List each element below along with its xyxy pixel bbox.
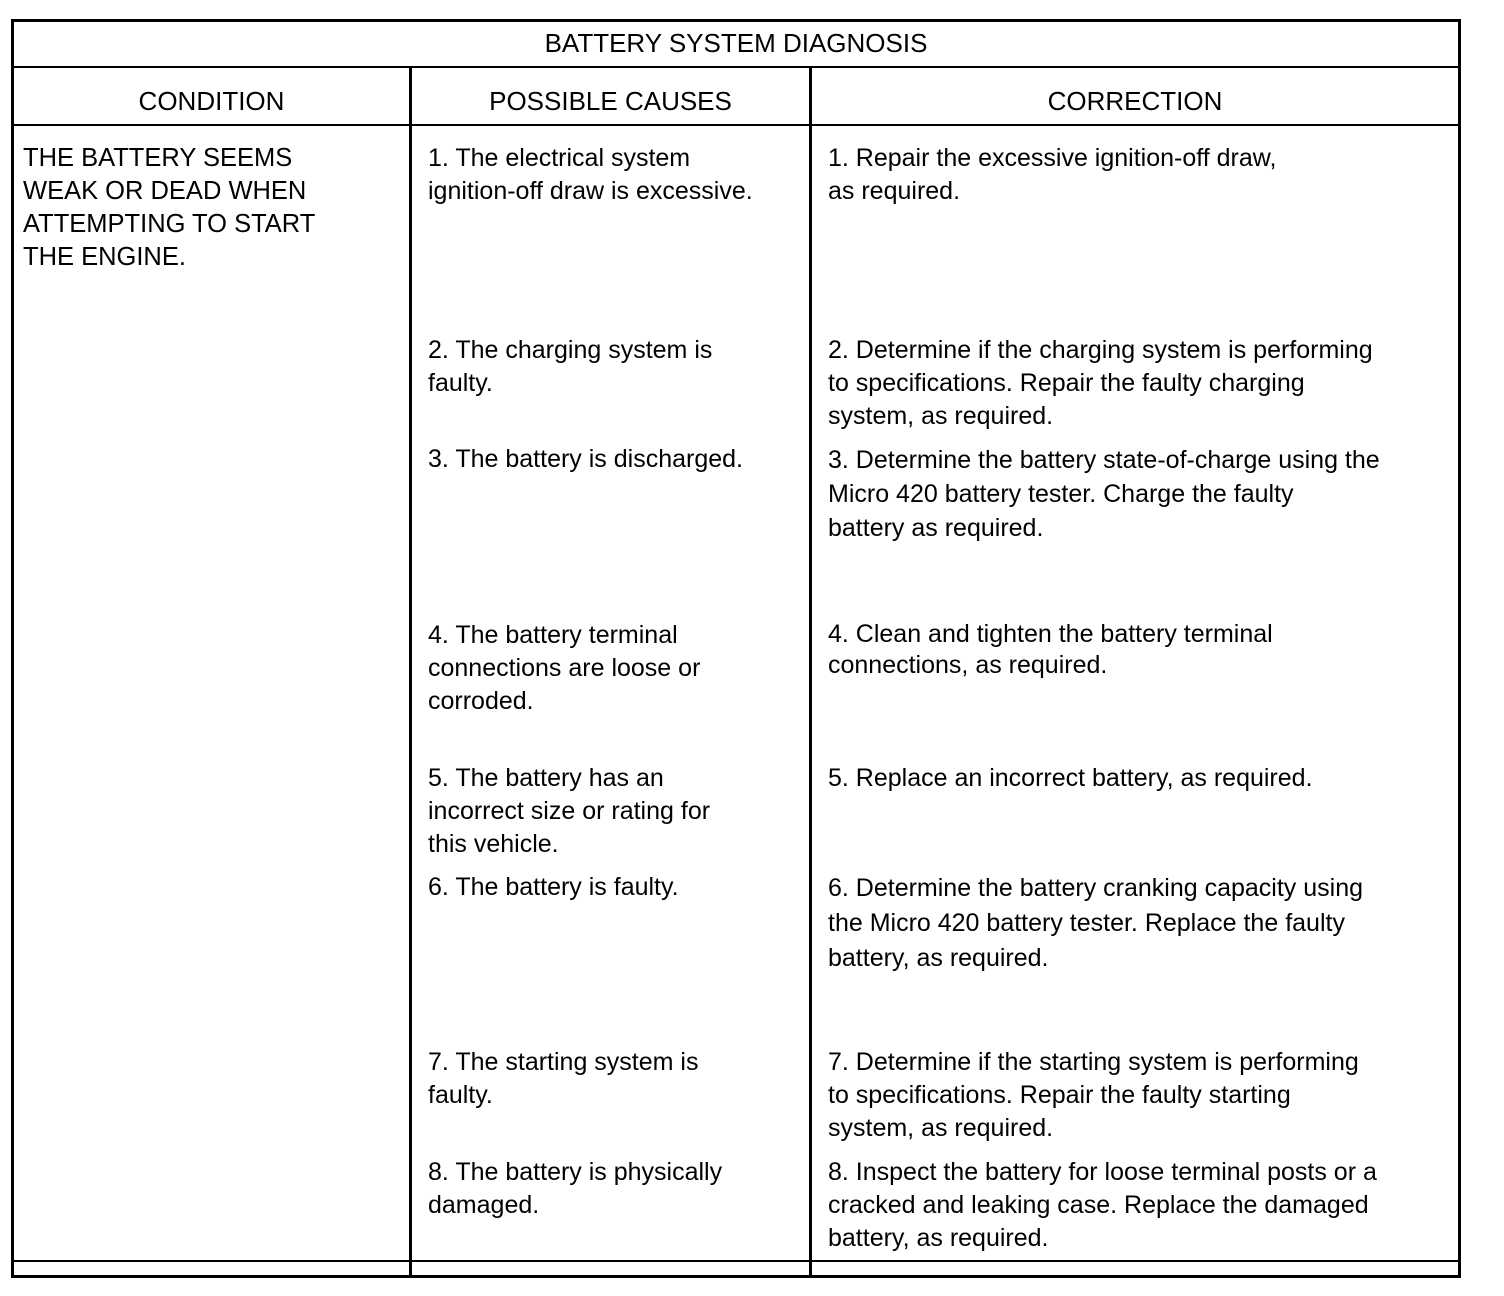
header-condition: CONDITION xyxy=(138,86,285,116)
cause-6: 6. The battery is faulty. xyxy=(428,873,679,901)
cause-4: 4. The battery terminal connections are loose or corroded. xyxy=(428,621,701,715)
header-possible-causes: POSSIBLE CAUSES xyxy=(489,86,732,116)
correction-2: 2. Determine if the charging system is performing to specifications. Repair the faulty charging system, as required. xyxy=(828,336,1373,430)
diagnosis-table xyxy=(11,19,1461,1278)
header-divider xyxy=(14,124,1458,126)
cause-2: 2. The charging system is faulty. xyxy=(428,336,713,397)
correction-1: 1. Repair the excessive ignition-off draw, as required. xyxy=(828,144,1277,205)
column-divider-1 xyxy=(409,66,412,1275)
footer-divider xyxy=(14,1260,1458,1262)
cause-8: 8. The battery is physically damaged. xyxy=(428,1158,723,1219)
table-title: BATTERY SYSTEM DIAGNOSIS xyxy=(544,28,928,58)
title-divider xyxy=(14,66,1458,68)
header-correction: CORRECTION xyxy=(1047,86,1223,116)
correction-3: 3. Determine the battery state-of-charge using the Micro 420 battery tester. Charge the faulty battery as required. xyxy=(828,446,1380,542)
cause-3: 3. The battery is discharged. xyxy=(428,445,743,473)
cause-1: 1. The electrical system ignition-off draw is excessive. xyxy=(428,144,753,205)
condition-text: THE BATTERY SEEMS WEAK OR DEAD WHEN ATTEMPTING TO START THE ENGINE. xyxy=(23,144,316,271)
correction-4: 4. Clean and tighten the battery terminal connections, as required. xyxy=(828,620,1273,679)
cause-7: 7. The starting system is faulty. xyxy=(428,1048,699,1109)
cause-5: 5. The battery has an incorrect size or rating for this vehicle. xyxy=(428,764,711,858)
correction-8: 8. Inspect the battery for loose terminal posts or a cracked and leaking case. Replace the damaged battery, as required. xyxy=(828,1158,1377,1252)
correction-6: 6. Determine the battery cranking capacity using the Micro 420 battery tester. Replace the faulty battery, as required. xyxy=(828,874,1363,972)
correction-7: 7. Determine if the starting system is performing to specifications. Repair the faulty starting system, as required. xyxy=(828,1048,1359,1142)
correction-5: 5. Replace an incorrect battery, as required. xyxy=(828,764,1313,792)
